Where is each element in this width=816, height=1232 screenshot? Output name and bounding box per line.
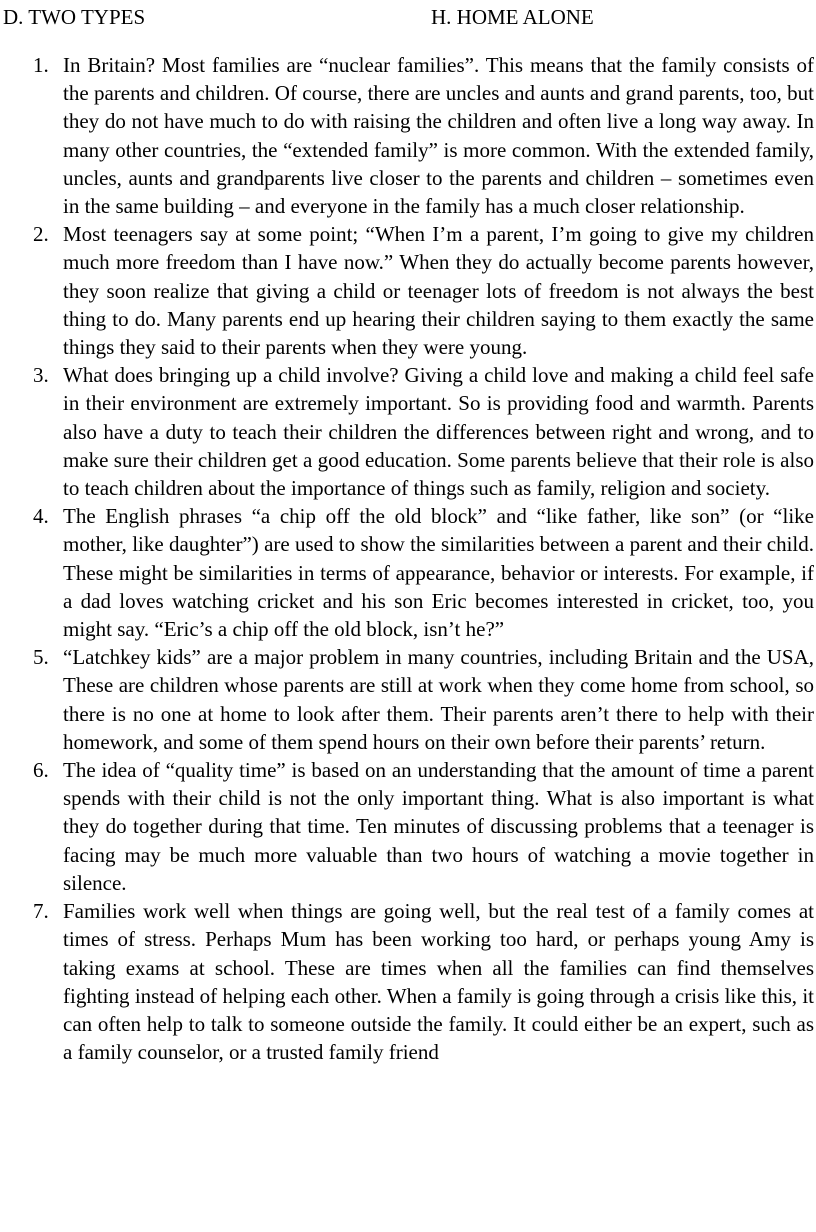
- item-text: Families work well when things are going well, but the real test of a family comes at times of stress. Perhaps Mum has been working too hard, or perhaps young Amy is taking exams at school. These are times when all the families can find themselves fighting instead of helping each other. When a family is going through a crisis like this, it can often help to talk to someone outside the family. It could either be an expert, such as a family counselor, or a trusted family friend: [63, 899, 814, 1065]
- list-item: [0, 756, 816, 897]
- list-item: [0, 502, 816, 643]
- list-item: [0, 220, 816, 361]
- option-h-heading: H. HOME ALONE: [431, 5, 594, 29]
- item-text: The idea of “quality time” is based on an understanding that the amount of time a parent spends with their child is not the only important thing. What is also important is what they do together during that time. Ten minutes of discussing problems that a teenager is facing may be much more valuable than two hours of watching a movie together in silence.: [63, 758, 814, 895]
- item-text: In Britain? Most families are “nuclear families”. This means that the family consists of the parents and children. Of course, there are uncles and aunts and grand parents, too, but they do not have much to do with raising the children and often live a long way away. In many other countries, the “extended family” is more common. With the extended family, uncles, aunts and grandparents live closer to the parents and children – sometimes even in the same building – and everyone in the family has a much closer relationship.: [63, 53, 814, 219]
- item-text: The English phrases “a chip off the old block” and “like father, like son” (or “like mother, like daughter”) are used to show the similarities between a parent and their child. These might be similarities in terms of appearance, behavior or interests. For example, if a dad loves watching cricket and his son Eric becomes interested in cricket, too, you might say. “Eric’s a chip off the old block, isn’t he?”: [63, 504, 814, 642]
- item-number: 4.: [33, 504, 49, 529]
- list-item: [0, 361, 816, 502]
- item-number: 6.: [33, 758, 49, 783]
- item-text: “Latchkey kids” are a major problem in many countries, including Britain and the USA, These are children whose parents are still at work when they come home from school, so there is no one at home to look after them. Their parents aren’t there to help with their homework, and some of them spend hours on their own before their parents’ return.: [63, 645, 814, 754]
- list-item: [0, 51, 816, 220]
- item-number: 3.: [33, 363, 49, 388]
- item-number: 5.: [33, 645, 49, 670]
- item-text: What does bringing up a child involve? Giving a child love and making a child feel safe in their environment are extremely important. So is providing food and warmth. Parents also have a duty to teach their children the differences between right and wrong, and to make sure their children get a good education. Some parents believe that their role is also to teach children about the importance of things such as family, religion and society.: [63, 363, 814, 501]
- item-number: 1.: [33, 53, 49, 77]
- list-item: [0, 643, 816, 756]
- option-d-heading: D. TWO TYPES: [3, 5, 146, 29]
- list-item: [0, 897, 816, 1066]
- item-text: Most teenagers say at some point; “When I’m a parent, I’m going to give my children much more freedom than I have now.” When they do actually become parents however, they soon realize that giving a child or teenager lots of freedom is not always the best thing to do. Many parents end up hearing their children saying to them exactly the same things they said to their parents when they were young.: [63, 222, 814, 360]
- item-number: 7.: [33, 899, 49, 924]
- header-row: [0, 3, 816, 31]
- item-number: 2.: [33, 222, 49, 247]
- paragraph-list: [0, 51, 816, 1066]
